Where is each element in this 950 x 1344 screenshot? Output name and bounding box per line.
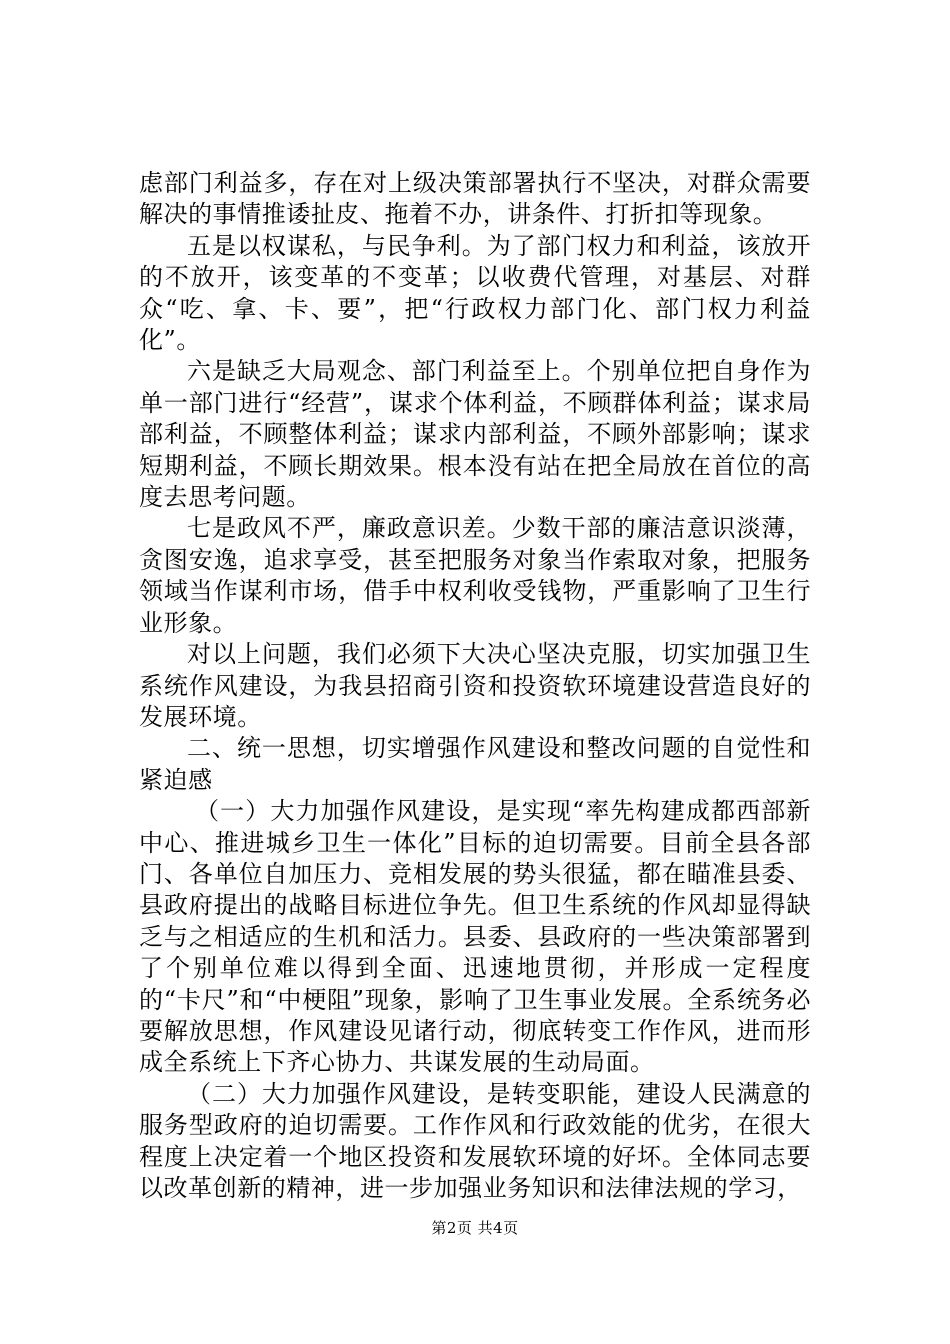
paragraph-2: 五是以权谋私，与民争利。为了部门权力和利益，该放开的不放开，该变革的不变革；以收费代管理，对基层、对群众“吃、拿、卡、要”，把“行政权力部门化、部门权力利益化”。 (139, 231, 811, 355)
page-number: 第2页 共4页 (431, 1219, 519, 1237)
page-footer (0, 1218, 950, 1238)
paragraph-5: 对以上问题，我们必须下大决心坚决克服，切实加强卫生系统作风建设，为我县招商引资和投资软环境建设营造良好的发展环境。 (139, 640, 811, 731)
paragraph-1: 虑部门利益多，存在对上级决策部署执行不坚决，对群众需要解决的事情推诿扯皮、拖着不办，讲条件、打折扣等现象。 (139, 169, 811, 229)
paragraph-3: 六是缺乏大局观念、部门利益至上。个别单位把自身作为单一部门进行“经营”，谋求个体利益，不顾群体利益；谋求局部利益，不顾整体利益；谋求内部利益，不顾外部影响；谋求短期利益，不顾长期效果。根本没有站在把全局放在首位的高度去思考问题。 (139, 357, 811, 512)
paragraph-7: （二）大力加强作风建设，是转变职能，建设人民满意的服务型政府的迫切需要。工作作风和行政效能的优劣，在很大程度上决定着一个地区投资和发展软环境的好坏。全体同志要以改革创新的精神，进一步加强业务知识和法律法规的学习， (139, 1079, 811, 1202)
section-heading: 二、统一思想，切实增强作风建设和整改问题的自觉性和紧迫感 (139, 734, 811, 794)
document-body (139, 168, 811, 1204)
paragraph-6: （一）大力加强作风建设，是实现“率先构建成都西部新中心、推进城乡卫生一体化”目标的迫切需要。目前全县各部门、各单位自加压力、竞相发展的势头很猛，都在瞄准县委、县政府提出的战略目标进位争先。但卫生系统的作风却显得缺乏与之相适应的生机和活力。县委、县政府的一些决策部署到了个别单位难以得到全面、迅速地贯彻，并形成一定程度的“卡尺”和“中梗阻”现象，影响了卫生事业发展。全系统务必要解放思想，作风建设见诸行动，彻底转变工作作风，进而形成全系统上下齐心协力、共谋发展的生动局面。 (139, 797, 811, 1077)
paragraph-4: 七是政风不严，廉政意识差。少数干部的廉洁意识淡薄，贪图安逸，追求享受，甚至把服务对象当作索取对象，把服务领域当作谋利市场，借手中权利收受钱物，严重影响了卫生行业形象。 (139, 514, 811, 637)
